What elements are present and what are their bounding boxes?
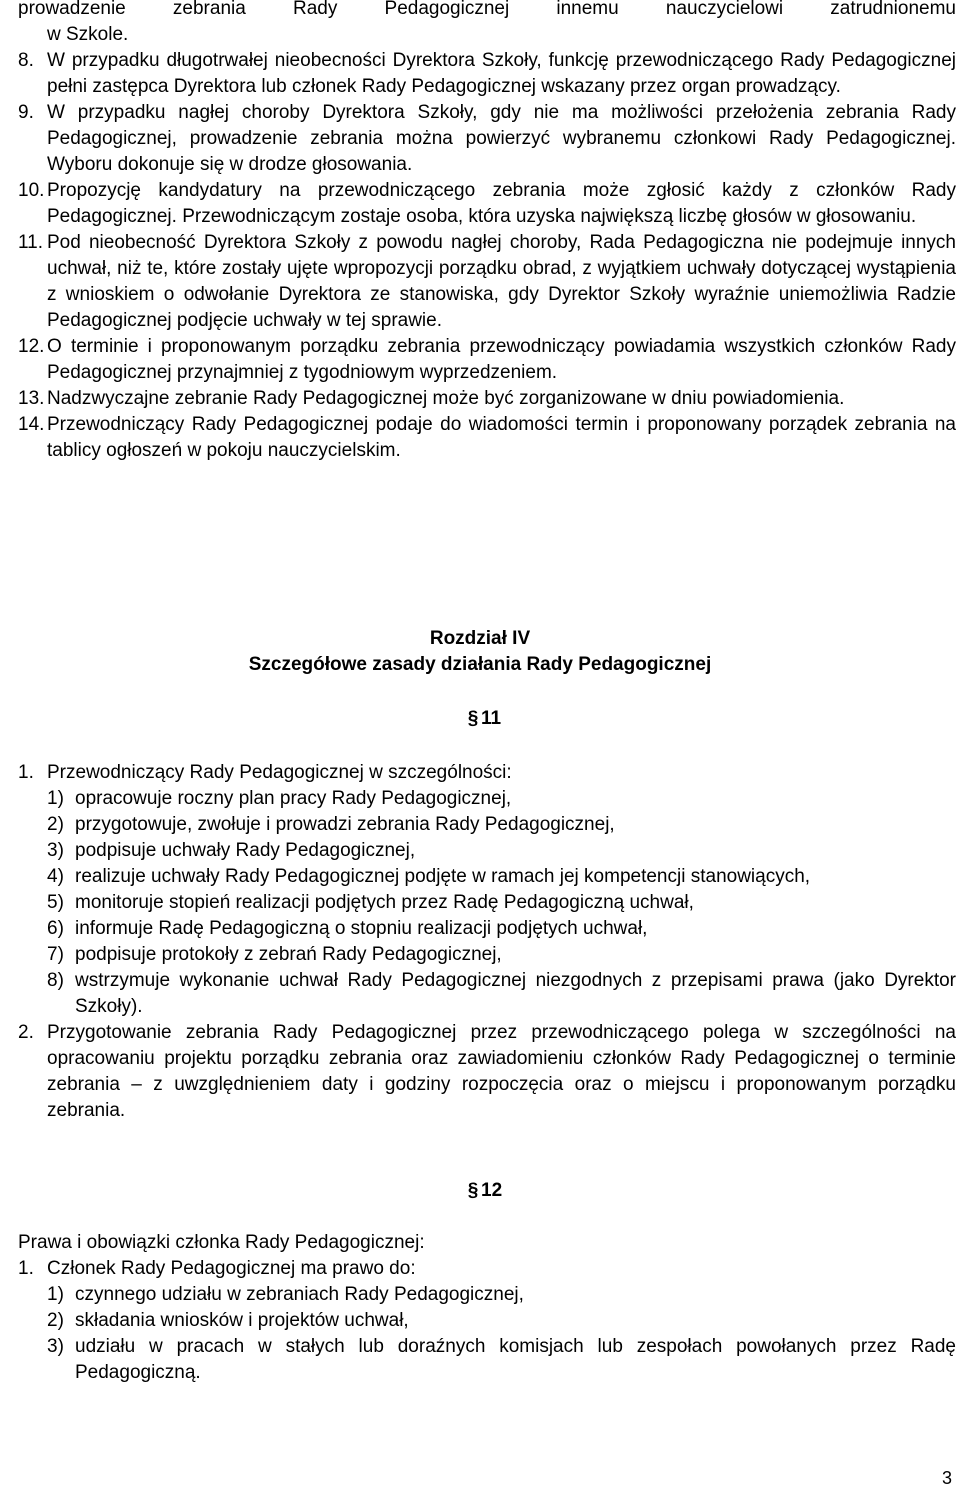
subitem-number: 5) (47, 892, 64, 913)
point-text: Członek Rady Pedagogicznej ma prawo do: (47, 1258, 416, 1279)
section-sign-icon: § (467, 708, 479, 729)
item-number: 13. (18, 388, 45, 409)
subitem-text: wstrzymuje wykonanie uchwał Rady Pedagogicznej niezgodnych z przepisami prawa (jako Dyrektor Szkoły). (75, 970, 956, 1017)
section12-content (18, 1230, 956, 1386)
subitem-number: 2) (47, 1310, 64, 1331)
list-item-14 (18, 412, 956, 464)
sublist-item-5 (47, 890, 956, 916)
subitem-number: 6) (47, 918, 64, 939)
item-text: Pod nieobecność Dyrektora Szkoły z powodu nagłej choroby, Rada Pedagogiczna nie podejmuje innych uchwał, niż te, które zostały ujęte wpropozycji porządku obrad, z wyjątkiem uchwały dotyczącej wystąpienia z wnioskiem o odwołanie Dyrektora ze stanowiska, gdy Dyrektor Szkoły wyraźnie uniemożliwia Radzie Pedagogicznej podjęcie uchwały w tej sprawie. (47, 232, 956, 331)
subitem-text: podpisuje protokoły z zebrań Rady Pedagogicznej, (75, 944, 502, 965)
list-item-13 (18, 386, 956, 412)
point-text: Przygotowanie zebrania Rady Pedagogicznej przez przewodniczącego polega w szczególności na opracowaniu projektu porządku zebrania oraz zawiadomieniu członków Rady Pedagogicznej o terminie zebrania – z uwzględnieniem daty i godziny rozpoczęcia oraz o miejscu i proponowanym porządku zebrania. (47, 1022, 956, 1121)
chapter-title: Rozdział IV (429, 628, 531, 649)
sublist-item-6 (47, 916, 956, 942)
chapter3-list (18, 48, 956, 464)
subitem-number: 3) (47, 1336, 64, 1357)
item-number: 10. (18, 180, 45, 201)
sublist-item-3 (47, 1334, 956, 1386)
subitem-number: 2) (47, 814, 64, 835)
subitem-text: udziału w pracach w stałych lub doraźnych komisjach lub zespołach powołanych przez Radę Pedagogiczną. (75, 1336, 956, 1383)
sublist-item-3 (47, 838, 956, 864)
top-continuation (18, 0, 956, 48)
section-mark-11 (465, 706, 501, 732)
list-item-11 (18, 230, 956, 334)
subitem-text: opracowuje roczny plan pracy Rady Pedagogicznej, (75, 788, 512, 809)
list-item-12 (18, 334, 956, 386)
subitem-number: 8) (47, 970, 64, 991)
subitem-number: 3) (47, 840, 64, 861)
item-number: 14. (18, 414, 45, 435)
sublist-item-2 (47, 812, 956, 838)
subitem-text: monitoruje stopień realizacji podjętych przez Radę Pedagogiczną uchwał, (75, 892, 694, 913)
sublist-item-2 (47, 1308, 956, 1334)
subitem-number: 1) (47, 1284, 64, 1305)
sublist-item-1 (47, 1282, 956, 1308)
continuation-line-1: prowadzenie zebrania Rady Pedagogicznej innemu nauczycielowi zatrudnionemu (18, 0, 956, 19)
subitem-number: 4) (47, 866, 64, 887)
point-number: 2. (18, 1022, 34, 1043)
sublist-item-7 (47, 942, 956, 968)
section-number: 11 (481, 708, 502, 729)
list-item-9 (18, 100, 956, 178)
sublist-item-8 (47, 968, 956, 1020)
item-number: 8. (18, 50, 34, 71)
section12-point-1 (18, 1256, 956, 1282)
subitem-text: realizuje uchwały Rady Pedagogicznej podjęte w ramach jej kompetencji stanowiących, (75, 866, 811, 887)
list-item-8 (18, 48, 956, 100)
item-text: W przypadku długotrwałej nieobecności Dyrektora Szkoły, funkcję przewodniczącego Rady Pedagogicznej pełni zastępca Dyrektora lub członek Rady Pedagogicznej wskazany przez organ prowadzący. (47, 50, 956, 97)
chapter-subtitle: Szczegółowe zasady działania Rady Pedagogicznej (248, 654, 712, 675)
continuation-line-2: w Szkole. (47, 24, 129, 45)
section12-intro: Prawa i obowiązki członka Rady Pedagogicznej: (18, 1232, 425, 1253)
item-text: Przewodniczący Rady Pedagogicznej podaje do wiadomości termin i proponowany porządek zebrania na tablicy ogłoszeń w pokoju nauczycielskim. (47, 414, 956, 461)
item-text: O terminie i proponowanym porządku zebrania przewodniczący powiadamia wszystkich członków Rady Pedagogicznej przynajmniej z tygodniowym wyprzedzeniem. (47, 336, 956, 383)
item-number: 11. (18, 232, 44, 253)
sublist-item-4 (47, 864, 956, 890)
section12-sublist (18, 1282, 956, 1386)
item-text: W przypadku nagłej choroby Dyrektora Szkoły, gdy nie ma możliwości przełożenia zebrania Rady Pedagogicznej, prowadzenie zebrania można powierzyć wybranemu członkowi Rady Pedagogicznej. Wyboru dokonuje się w drodze głosowania. (47, 102, 956, 175)
item-text: Propozycję kandydatury na przewodniczącego zebrania może zgłosić każdy z członków Rady Pedagogicznej. Przewodniczącym zostaje osoba, która uzyska największą liczbę głosów w głosowaniu. (47, 180, 956, 227)
list-item-10 (18, 178, 956, 230)
subitem-text: podpisuje uchwały Rady Pedagogicznej, (75, 840, 416, 861)
subitem-number: 7) (47, 944, 64, 965)
section-mark-12 (465, 1178, 502, 1204)
subitem-text: informuje Radę Pedagogiczną o stopniu realizacji podjętych uchwał, (75, 918, 648, 939)
subitem-text: czynnego udziału w zebraniach Rady Pedagogicznej, (75, 1284, 524, 1305)
item-number: 9. (18, 102, 34, 123)
subitem-text: przygotowuje, zwołuje i prowadzi zebrania Rady Pedagogicznej, (75, 814, 615, 835)
section11-content (18, 760, 956, 1124)
item-text: Nadzwyczajne zebranie Rady Pedagogicznej może być zorganizowane w dniu powiadomienia. (47, 388, 845, 409)
section11-sublist (18, 786, 956, 1020)
point-text: Przewodniczący Rady Pedagogicznej w szczególności: (47, 762, 512, 783)
subitem-number: 1) (47, 788, 64, 809)
point-number: 1. (18, 762, 34, 783)
subitem-text: składania wniosków i projektów uchwał, (75, 1310, 409, 1331)
sublist-item-1 (47, 786, 956, 812)
page-number: 3 (941, 1468, 952, 1488)
section-number: 12 (481, 1180, 503, 1201)
section11-point-2 (18, 1020, 956, 1124)
section11-point-1 (18, 760, 956, 786)
point-number: 1. (18, 1258, 34, 1279)
section-sign-icon: § (467, 1180, 479, 1201)
item-number: 12. (18, 336, 45, 357)
